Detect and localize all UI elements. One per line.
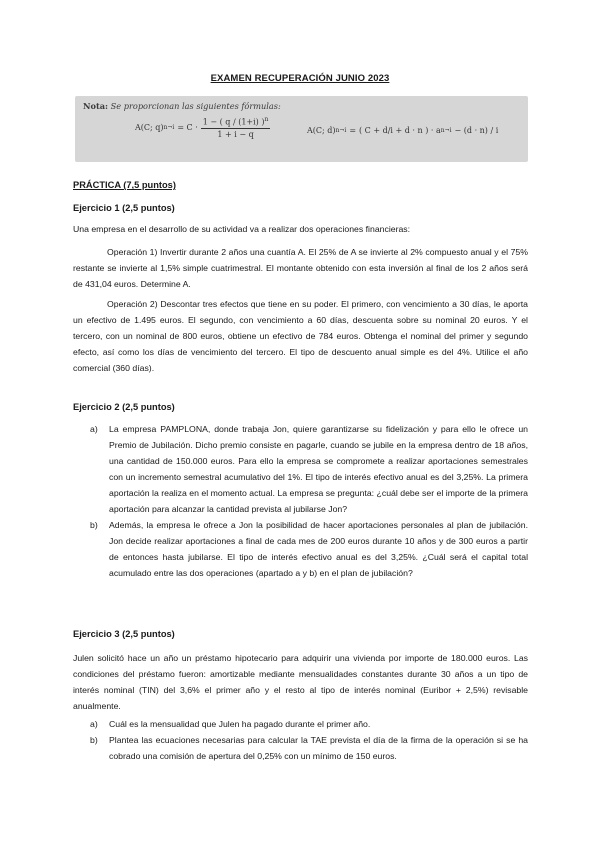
list-item (73, 716, 528, 732)
note-text: Se proporcionan las siguientes fórmulas: (110, 101, 281, 111)
ex1-intro: Una empresa en el desarrollo de su actividad va a realizar dos operaciones financieras: (73, 224, 411, 234)
item-marker: a) (90, 424, 98, 434)
ex2-part-a: La empresa PAMPLONA, donde trabaja Jon, quiere garantizarse su fidelización y para ello le ofrece un Premio de Jubilación. Dicho premio consiste en pagarle, cuando se jubile en la empresa dentro de 18 años, una cantidad de 150.000 euros. Para ello la empresa se compromete a realizar aportaciones semestrales con un incremento semestral acumulativo del 1%. El tipo de interés efectivo anual es del 3,25%. La primera aportación la realiza en el momento actual. La empresa se pregunta: ¿cuál debe ser el importe de la primera aportación para alcanzar la cantidad prevista al jubilarse Jon? (109, 424, 528, 514)
ex1-heading: Ejercicio 1 (2,5 puntos) (73, 203, 175, 213)
item-marker: b) (90, 735, 98, 745)
f1-denominator: 1 + i − q (217, 129, 254, 139)
ex2-heading: Ejercicio 2 (2,5 puntos) (73, 402, 175, 412)
item-marker: a) (90, 719, 98, 729)
f1-fraction (201, 116, 271, 139)
ex3-heading: Ejercicio 3 (2,5 puntos) (73, 629, 175, 639)
ex1-operation-1: Operación 1) Invertir durante 2 años una cuantía A. El 25% de A se invierte al 2% compuesto anual y el 75% restante se invierte al 1,5% simple cuatrimestral. El montante obtenido con esta inversión al final de los 2 años será de 431,04 euros. Determine A. (73, 247, 528, 289)
ex2-part-b: Además, la empresa le ofrece a Jon la posibilidad de hacer aportaciones personales al plan de jubilación. Jon decide realizar aportaciones a final de cada mes de 200 euros durante 10 años y de 300 euros a partir de entonces hasta jubilarse. El tipo de interés efectivo anual es del 3,25%. ¿Cuál será el capital total acumulado entre las dos operaciones (apartado a y b) en el plan de jubilación? (109, 520, 528, 578)
ex3-part-b: Plantea las ecuaciones necesarias para calcular la TAE prevista el día de la firma de la operación si se ha cobrado una comisión de apertura del 0,25% con un mínimo de 150 euros. (109, 735, 528, 761)
f2-eq: = (349, 126, 357, 135)
ex1-operation-2: Operación 2) Descontar tres efectos que tiene en su poder. El primero, con vencimiento a 30 días, le aporta un efectivo de 1.495 euros. El segundo, con vencimiento a 60 días, descuenta sobre su nominal 20 euros. Y el tercero, con un nominal de 800 euros, obtiene un efectivo de 784 euros. Obtenga el nominal del primer y segundo efecto, así como los días de vencimiento del tercero. El tipo de descuento anual simple es del 4%. Utilice el año comercial (360 días). (73, 299, 528, 373)
formula-note (83, 101, 281, 111)
ex3-intro: Julen solicitó hace un año un préstamo hipotecario para adquirir una vivienda por importe de 180.000 euros. Las condiciones del préstamo fueron: amortizable mediante mensualidades constantes durante 30 años a un tipo de interés nominal (TIN) del 3,6% el primer año y el resto al tipo de interés nominal (Euribor + 2,5%) revisable anualmente. (73, 653, 528, 711)
ex3-list (73, 716, 528, 764)
f2-tail: − (d · n) / i (454, 126, 499, 135)
note-label: Nota: (83, 101, 109, 111)
page-title: EXAMEN RECUPERACIÓN JUNIO 2023 (210, 73, 390, 84)
f2-sub: n¬i (335, 127, 347, 134)
ex2-list (73, 421, 528, 581)
list-item (73, 421, 528, 517)
f2-lhs: A(C; d) (307, 126, 336, 135)
f2-body: ( C + d/i + d · n ) · a (359, 126, 441, 135)
formula-image (75, 96, 528, 162)
f1-lhs: A(C; q) (135, 122, 164, 132)
ex3-part-a: Cuál es la mensualidad que Julen ha pagado durante el primer año. (109, 719, 371, 729)
annuity-variable-arithmetic-formula (307, 126, 498, 135)
practice-heading: PRÁCTICA (7,5 puntos) (73, 180, 176, 190)
item-marker: b) (90, 520, 98, 530)
list-item (73, 732, 528, 764)
f1-eq: = C · (177, 122, 198, 132)
f1-numerator: 1 − ( q / (1+i) ) (202, 117, 265, 127)
annuity-variable-geometric-formula (135, 116, 273, 139)
f2-asub: n¬i (440, 127, 452, 134)
list-item (73, 517, 528, 581)
f1-sub: n¬i (163, 123, 175, 131)
f1-exponent: n (264, 116, 269, 123)
